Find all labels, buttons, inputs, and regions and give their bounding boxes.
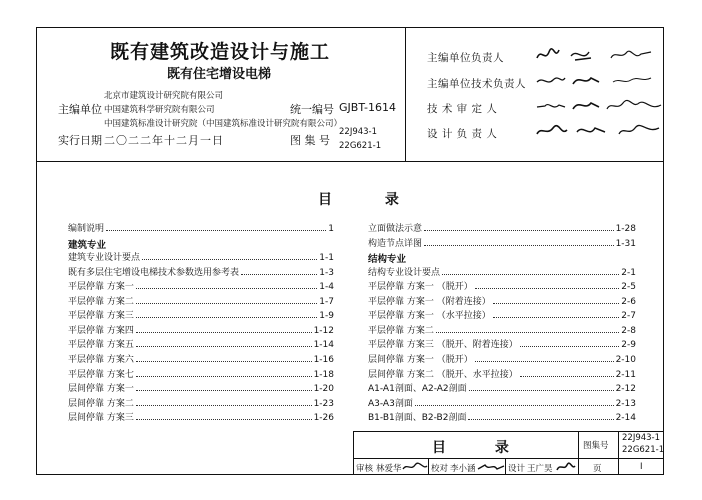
editor-unit-3: 中国建筑标准设计研究院（中国建筑标准设计研究院有限公司） bbox=[104, 119, 343, 129]
role-chief-tech: 主编单位技术负责人 bbox=[427, 78, 526, 90]
toc-entry-title: 编制说明 bbox=[68, 224, 105, 234]
signature-chief-unit bbox=[535, 46, 655, 64]
toc-entry-title: 层间停靠 方案三 bbox=[68, 413, 134, 424]
toc-leader-dots bbox=[106, 229, 326, 231]
toc-entry[interactable] bbox=[368, 368, 636, 380]
toc-leader-dots bbox=[475, 287, 620, 289]
toc-entry[interactable] bbox=[368, 280, 636, 292]
toc-entry-title: 立面做法示意 bbox=[368, 224, 423, 234]
toc-entry-page: 2-11 bbox=[615, 369, 636, 380]
design-name: 王广昊 bbox=[527, 464, 553, 474]
toc-leader-dots bbox=[136, 375, 312, 377]
toc-leader-dots bbox=[136, 418, 312, 420]
toc-leader-dots bbox=[442, 273, 619, 275]
toc-entry-title: A1-A1剖面、A2-A2剖面 bbox=[368, 384, 467, 395]
toc-leader-dots bbox=[436, 331, 619, 333]
toc-entry-page: 2-8 bbox=[621, 325, 636, 336]
toc-entry-title: 平层停靠 方案六 bbox=[68, 354, 134, 365]
toc-entry-title: 平层停靠 方案五 bbox=[68, 340, 134, 351]
toc-leader-dots bbox=[468, 418, 613, 420]
toc-leader-dots bbox=[415, 404, 614, 406]
toc-section-heading: 建筑专业 bbox=[68, 239, 107, 251]
review-signature bbox=[402, 461, 428, 473]
toc-entry-title: 构造节点详图 bbox=[368, 238, 423, 249]
toc-entry[interactable] bbox=[68, 280, 334, 292]
toc-entry-page: 1-26 bbox=[313, 413, 334, 424]
toc-entry-title: 平层停靠 方案二 bbox=[368, 325, 434, 336]
toc-entry[interactable] bbox=[368, 397, 636, 409]
toc-leader-dots bbox=[136, 389, 312, 391]
title-block-name: 目 录 bbox=[432, 440, 531, 456]
toc-entry[interactable] bbox=[68, 397, 334, 409]
toc-entry-title: 平层停靠 方案三 （脱开、附着连接） bbox=[368, 340, 518, 351]
toc-leader-dots bbox=[136, 302, 317, 304]
toc-entry-title: 结构专业设计要点 bbox=[368, 267, 441, 278]
check-signature bbox=[477, 461, 505, 473]
toc-entry-page: 1-3 bbox=[319, 267, 334, 278]
title-block-atlas-label: 图集号 bbox=[583, 441, 609, 451]
toc-entry-page: 2-9 bbox=[621, 340, 636, 351]
atlas-subtitle: 既有住宅增设电梯 bbox=[167, 67, 272, 82]
toc-entry-title: A3-A3剖面 bbox=[368, 398, 413, 409]
toc-entry-page: 1-4 bbox=[319, 282, 334, 293]
toc-section-heading: 结构专业 bbox=[368, 254, 407, 266]
toc-entry-page: 1-12 bbox=[313, 325, 334, 336]
signature-design bbox=[535, 122, 665, 140]
page-value: I bbox=[640, 462, 643, 472]
toc-entry-page: 1-31 bbox=[615, 238, 636, 249]
toc-entry[interactable] bbox=[68, 382, 334, 394]
title-block-vline-1 bbox=[578, 431, 579, 475]
toc-leader-dots bbox=[136, 360, 312, 362]
toc-entry-title: B1-B1剖面、B2-B2剖面 bbox=[368, 413, 467, 424]
design-signature bbox=[556, 461, 576, 473]
toc-entry[interactable] bbox=[68, 222, 334, 234]
toc-entry-page: 1-14 bbox=[313, 340, 334, 351]
toc-entry[interactable] bbox=[68, 338, 334, 350]
toc-entry-title: 平层停靠 方案一 （脱开） bbox=[368, 282, 473, 293]
title-block-atlas-2: 22G621-1 bbox=[622, 445, 665, 455]
toc-entry[interactable] bbox=[68, 266, 334, 278]
page-label: 页 bbox=[593, 464, 602, 474]
design-label: 设计 bbox=[508, 464, 526, 474]
signature-chief-tech bbox=[535, 72, 655, 90]
toc-entry-title: 平层停靠 方案四 bbox=[68, 325, 134, 336]
toc-entry[interactable] bbox=[68, 324, 334, 336]
toc-entry[interactable] bbox=[368, 353, 636, 365]
code-label: 统一编号 bbox=[290, 103, 334, 116]
toc-leader-dots bbox=[136, 345, 312, 347]
toc-entry-page: 2-13 bbox=[615, 398, 636, 409]
title-block-atlas-1: 22J943-1 bbox=[622, 433, 661, 443]
title-block-vline-3 bbox=[428, 458, 429, 475]
toc-entry[interactable] bbox=[368, 237, 636, 249]
toc-entry[interactable] bbox=[368, 338, 636, 350]
atlas-number-1: 22J943-1 bbox=[339, 127, 378, 137]
toc-entry-title: 平层停靠 方案一 （附着连接） bbox=[368, 296, 491, 307]
atlas-label: 图 集 号 bbox=[290, 134, 330, 147]
review-label: 审核 bbox=[356, 464, 374, 474]
review-name: 林爱华 bbox=[376, 464, 402, 474]
role-design: 设 计 负 责 人 bbox=[427, 128, 498, 140]
toc-entry-title: 层间停靠 方案二 （脱开、水平拉接） bbox=[368, 369, 518, 380]
toc-entry-title: 平层停靠 方案三 bbox=[68, 311, 134, 322]
toc-entry-page: 2-6 bbox=[621, 296, 636, 307]
editor-unit-1: 北京市建筑设计研究院有限公司 bbox=[104, 91, 224, 101]
toc-entry[interactable] bbox=[368, 324, 636, 336]
toc-leader-dots bbox=[142, 258, 317, 260]
role-review: 技 术 审 定 人 bbox=[427, 103, 498, 115]
toc-entry[interactable] bbox=[368, 309, 636, 321]
toc-entry-title: 平层停靠 方案二 bbox=[68, 296, 134, 307]
toc-entry-page: 2-12 bbox=[615, 384, 636, 395]
toc-entry-page: 1 bbox=[328, 224, 334, 234]
toc-entry-title: 层间停靠 方案二 bbox=[68, 398, 134, 409]
toc-entry[interactable] bbox=[368, 295, 636, 307]
toc-entry-page: 2-14 bbox=[615, 413, 636, 424]
atlas-number-2: 22G621-1 bbox=[339, 141, 382, 151]
toc-entry-page: 2-10 bbox=[615, 354, 636, 365]
editor-label: 主编单位 bbox=[58, 103, 102, 116]
toc-entry-page: 1-9 bbox=[319, 311, 334, 322]
title-block-vline-2 bbox=[618, 431, 619, 475]
check-label: 校对 bbox=[431, 464, 449, 474]
toc-leader-dots bbox=[493, 302, 620, 304]
header-vertical-divider bbox=[405, 27, 406, 161]
toc-entry-title: 既有多层住宅增设电梯技术参数选用参考表 bbox=[68, 267, 240, 278]
toc-entry-title: 平层停靠 方案一 （水平拉接） bbox=[368, 311, 491, 322]
toc-leader-dots bbox=[136, 287, 317, 289]
toc-entry-title: 平层停靠 方案七 bbox=[68, 369, 134, 380]
toc-entry[interactable] bbox=[68, 353, 334, 365]
toc-entry[interactable] bbox=[368, 411, 636, 423]
toc-entry[interactable] bbox=[368, 266, 636, 278]
toc-entry[interactable] bbox=[68, 309, 334, 321]
toc-leader-dots bbox=[424, 244, 614, 246]
toc-entry[interactable] bbox=[368, 382, 636, 394]
toc-leader-dots bbox=[136, 331, 312, 333]
check-name: 李小涵 bbox=[450, 464, 476, 474]
toc-entry[interactable] bbox=[68, 368, 334, 380]
toc-entry-page: 1-1 bbox=[319, 253, 334, 264]
toc-entry-page: 2-1 bbox=[621, 267, 636, 278]
toc-entry-title: 层间停靠 方案一 （脱开） bbox=[368, 354, 473, 365]
role-chief-unit: 主编单位负责人 bbox=[427, 52, 504, 64]
toc-leader-dots bbox=[424, 229, 614, 231]
date-label: 实行日期 bbox=[58, 134, 102, 147]
toc-entry[interactable] bbox=[368, 222, 636, 234]
toc-leader-dots bbox=[469, 389, 614, 391]
toc-entry-page: 1-20 bbox=[313, 384, 334, 395]
toc-entry-page: 1-28 bbox=[615, 224, 636, 234]
toc-leader-dots bbox=[136, 316, 317, 318]
toc-title: 目 录 bbox=[318, 192, 423, 208]
toc-entry-page: 2-7 bbox=[621, 311, 636, 322]
atlas-title: 既有建筑改造设计与施工 bbox=[110, 41, 331, 63]
toc-leader-dots bbox=[241, 273, 317, 275]
header-divider bbox=[36, 161, 664, 162]
editor-unit-2: 中国建筑科学研究院有限公司 bbox=[104, 105, 215, 115]
toc-leader-dots bbox=[136, 404, 312, 406]
toc-leader-dots bbox=[493, 316, 620, 318]
code-value: GJBT-1614 bbox=[339, 101, 396, 114]
toc-entry[interactable] bbox=[68, 411, 334, 423]
toc-entry-page: 1-16 bbox=[313, 354, 334, 365]
toc-entry-title: 层间停靠 方案一 bbox=[68, 384, 134, 395]
toc-entry-page: 2-5 bbox=[621, 282, 636, 293]
toc-entry-page: 1-23 bbox=[313, 398, 334, 409]
date-value: 二〇二二年十二月一日 bbox=[104, 134, 224, 147]
toc-leader-dots bbox=[475, 360, 614, 362]
signature-review bbox=[535, 97, 665, 115]
toc-leader-dots bbox=[520, 345, 620, 347]
toc-entry-title: 平层停靠 方案一 bbox=[68, 282, 134, 293]
toc-entry-title: 建筑专业设计要点 bbox=[68, 253, 141, 264]
toc-entry-page: 1-18 bbox=[313, 369, 334, 380]
toc-entry[interactable] bbox=[68, 295, 334, 307]
title-block-vline-4 bbox=[505, 458, 506, 475]
toc-entry[interactable] bbox=[68, 251, 334, 263]
toc-entry-page: 1-7 bbox=[319, 296, 334, 307]
toc-leader-dots bbox=[520, 375, 614, 377]
